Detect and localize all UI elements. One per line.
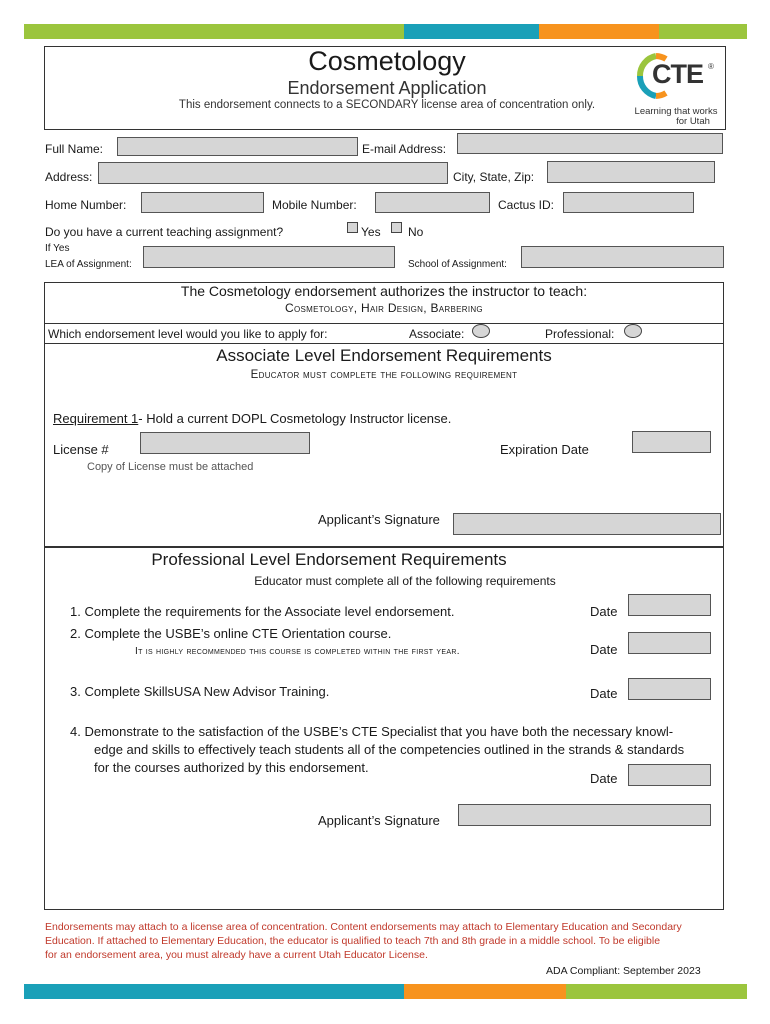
cte-tagline-1: Learning that works bbox=[634, 106, 718, 117]
date-field-2[interactable] bbox=[628, 632, 711, 654]
footer-line-1: Endorsements may attach to a license area of concentration. Content endorsements may attach to Elementary Education and Secondary bbox=[45, 921, 682, 933]
item-2-note: It is highly recommended this course is completed within the first year. bbox=[135, 646, 460, 657]
ada-compliance: ADA Compliant: September 2023 bbox=[546, 965, 701, 977]
lea-label: LEA of Assignment: bbox=[45, 259, 132, 270]
authorizes-divider bbox=[44, 323, 724, 324]
page-title: Cosmetology bbox=[308, 46, 466, 76]
cte-logo-registered: ® bbox=[708, 62, 714, 71]
page-subtitle: Endorsement Application bbox=[287, 78, 487, 98]
footer-line-3: for an endorsement area, you must already have a current Utah Educator License. bbox=[45, 949, 428, 961]
yes-checkbox[interactable] bbox=[347, 222, 358, 233]
expiration-field[interactable] bbox=[632, 431, 711, 453]
license-field[interactable] bbox=[140, 432, 310, 454]
mobile-number-label: Mobile Number: bbox=[272, 198, 357, 212]
professional-subtitle: Educator must complete all of the following requirements bbox=[254, 574, 556, 588]
professional-radio[interactable] bbox=[624, 324, 642, 338]
email-label: E-mail Address: bbox=[362, 142, 447, 156]
date-label-1: Date bbox=[590, 604, 618, 619]
associate-signature-label: Applicant’s Signature bbox=[318, 512, 440, 527]
item-1: 1. Complete the requirements for the Associate level endorsement. bbox=[70, 604, 455, 619]
bottom-bar-orange bbox=[404, 984, 566, 999]
yes-label: Yes bbox=[361, 225, 381, 239]
professional-signature-label: Applicant’s Signature bbox=[318, 813, 440, 828]
date-field-4[interactable] bbox=[628, 764, 711, 786]
address-field[interactable] bbox=[98, 162, 448, 184]
top-bar-green-2 bbox=[659, 24, 747, 39]
home-number-label: Home Number: bbox=[45, 198, 127, 212]
item-3: 3. Complete SkillsUSA New Advisor Training. bbox=[70, 684, 330, 699]
cte-tagline-2: for Utah bbox=[676, 116, 710, 127]
header-note: This endorsement connects to a SECONDARY license area of concentration only. bbox=[178, 99, 596, 111]
item-4-line-3: for the courses authorized by this endorsement. bbox=[94, 760, 369, 775]
authorized-areas: Cosmetology, Hair Design, Barbering bbox=[285, 301, 483, 315]
teaching-question: Do you have a current teaching assignment? bbox=[45, 225, 284, 239]
no-label: No bbox=[408, 225, 424, 239]
authorizes-title: The Cosmetology endorsement authorizes the instructor to teach: bbox=[180, 283, 588, 299]
school-label: School of Assignment: bbox=[408, 259, 507, 270]
cactus-id-label: Cactus ID: bbox=[498, 198, 555, 212]
cactus-id-field[interactable] bbox=[563, 192, 694, 213]
bottom-bar-teal bbox=[24, 984, 404, 999]
date-field-3[interactable] bbox=[628, 678, 711, 700]
no-checkbox[interactable] bbox=[391, 222, 402, 233]
address-label: Address: bbox=[45, 170, 93, 184]
home-number-field[interactable] bbox=[141, 192, 264, 213]
associate-subtitle: Educator must complete the following requirement bbox=[250, 369, 518, 381]
top-bar-green bbox=[24, 24, 404, 39]
cte-logo bbox=[632, 50, 720, 128]
top-bar-orange bbox=[539, 24, 659, 39]
mobile-number-field[interactable] bbox=[375, 192, 490, 213]
full-name-label: Full Name: bbox=[45, 142, 104, 156]
copy-license-note: Copy of License must be attached bbox=[87, 461, 254, 473]
date-label-3: Date bbox=[590, 686, 618, 701]
item-4-line-1: 4. Demonstrate to the satisfaction of the USBE’s CTE Specialist that you have both the necessary knowl- bbox=[70, 724, 674, 739]
email-field[interactable] bbox=[457, 133, 723, 154]
lea-field[interactable] bbox=[143, 246, 395, 268]
license-label: License # bbox=[53, 442, 109, 457]
level-question: Which endorsement level would you like to apply for: bbox=[48, 327, 328, 341]
city-state-zip-field[interactable] bbox=[547, 161, 715, 183]
footer-line-2: Education. If attached to Elementary Education, the educator is qualified to teach 7th and 8th grade in a middle school. To be eligible bbox=[45, 935, 661, 947]
date-field-1[interactable] bbox=[628, 594, 711, 616]
date-label-4: Date bbox=[590, 771, 618, 786]
professional-label: Professional: bbox=[545, 327, 615, 341]
associate-radio[interactable] bbox=[472, 324, 490, 338]
item-4-line-2: edge and skills to effectively teach students all of the competencies outlined in the strands & standards bbox=[94, 742, 685, 757]
expiration-label: Expiration Date bbox=[500, 442, 589, 457]
requirement-1-label: Requirement 1 bbox=[53, 411, 139, 426]
item-2: 2. Complete the USBE’s online CTE Orientation course. bbox=[70, 626, 392, 641]
full-name-field[interactable] bbox=[117, 137, 358, 156]
cte-logo-text: CTE bbox=[652, 59, 703, 89]
school-field[interactable] bbox=[521, 246, 724, 268]
professional-signature-field[interactable] bbox=[458, 804, 711, 826]
bottom-bar-green bbox=[566, 984, 747, 999]
professional-title: Professional Level Endorsement Requirements bbox=[151, 550, 507, 569]
if-yes-label: If Yes bbox=[45, 243, 70, 254]
requirement-1-text: - Hold a current DOPL Cosmetology Instructor license. bbox=[138, 411, 452, 426]
associate-label: Associate: bbox=[409, 327, 465, 341]
city-state-zip-label: City, State, Zip: bbox=[453, 170, 535, 184]
date-label-2: Date bbox=[590, 642, 618, 657]
associate-title: Associate Level Endorsement Requirements bbox=[216, 346, 552, 365]
top-bar-teal bbox=[404, 24, 539, 39]
requirement-1 bbox=[53, 411, 451, 426]
associate-signature-field[interactable] bbox=[453, 513, 721, 535]
